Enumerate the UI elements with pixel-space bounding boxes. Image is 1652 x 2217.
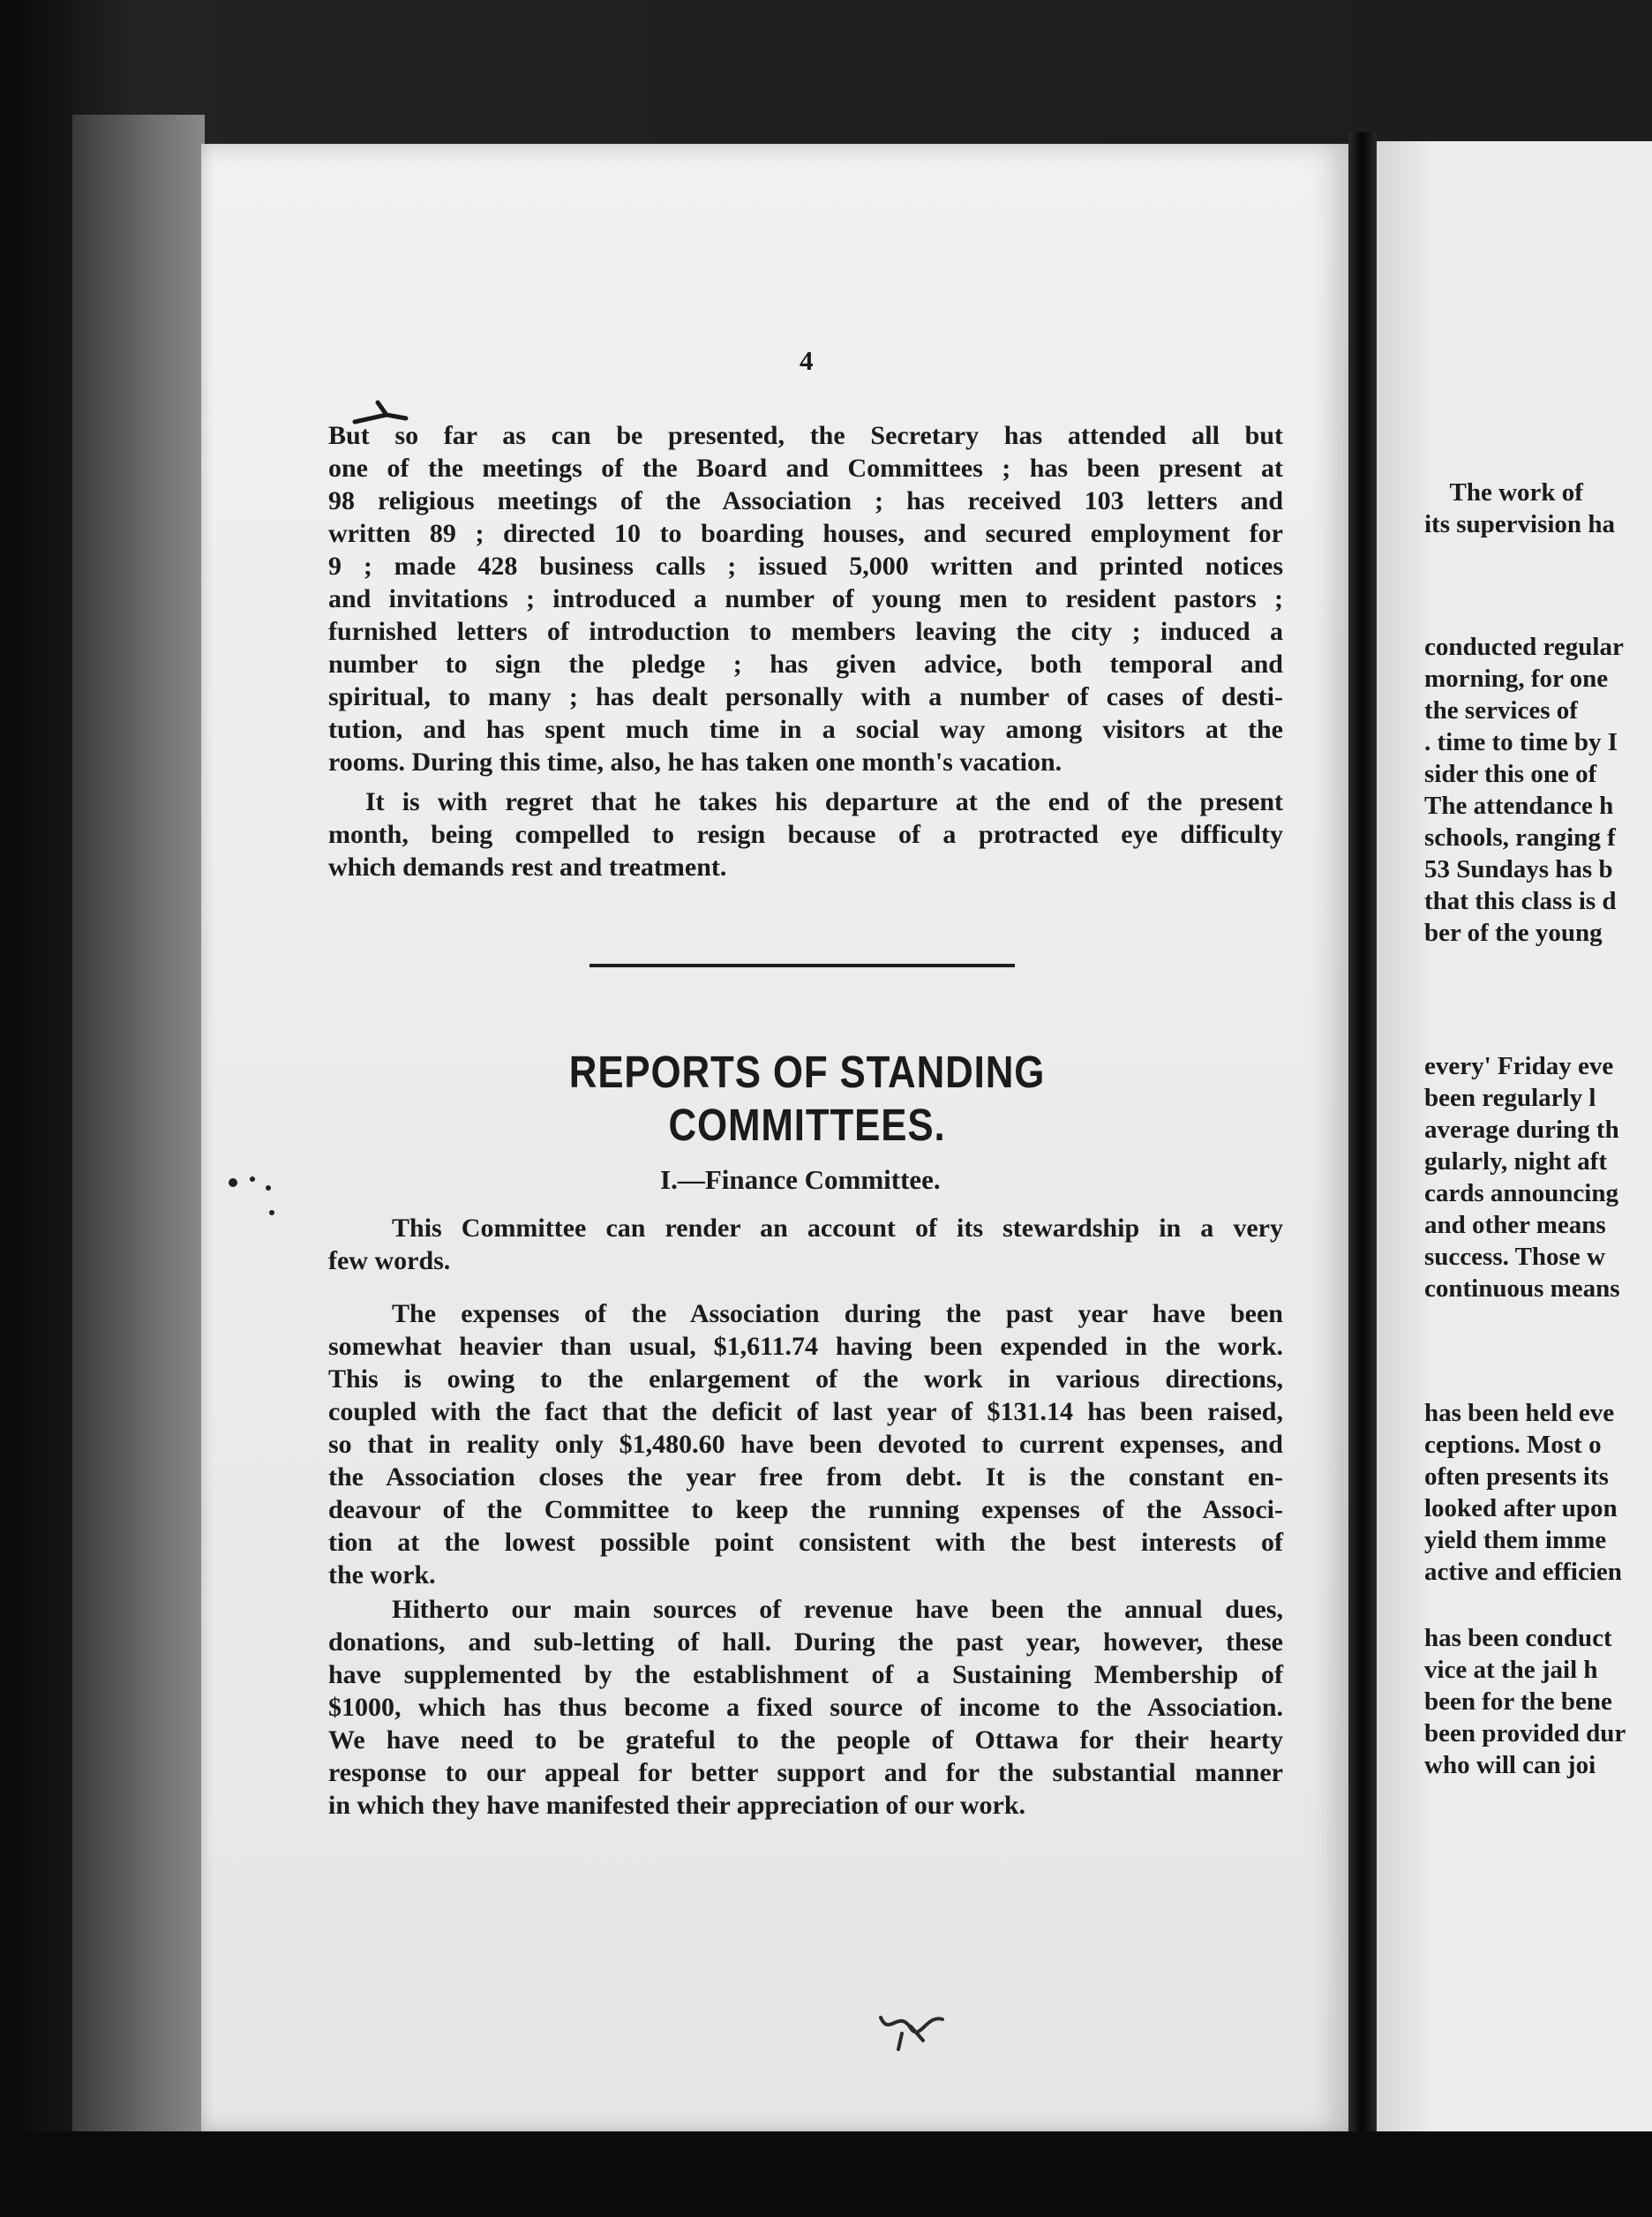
text-line: Hitherto our main sources of revenue have been the annual dues, — [392, 1595, 1283, 1624]
text-line: has been conduct — [1424, 1624, 1612, 1652]
text-line: who will can joi — [1424, 1751, 1596, 1779]
text-line: This is owing to the enlargement of the work in various directions, — [328, 1364, 1283, 1394]
text-line: tution, and has spent much time in a social way among visitors at the — [328, 715, 1283, 744]
section-divider-rule — [589, 964, 1015, 967]
text-line: in which they have manifested their appreciation of our work. — [328, 1791, 1026, 1820]
text-line: It is with regret that he takes his departure at the end of the present — [365, 787, 1283, 816]
text-line: 9 ; made 428 business calls ; issued 5,000 written and printed notices — [328, 552, 1283, 581]
text-line: yield them imme — [1424, 1526, 1607, 1554]
text-line: average during th — [1424, 1116, 1619, 1144]
text-line: coupled with the fact that the deficit of last year of $131.14 has been raised, — [328, 1397, 1283, 1426]
text-line: so that in reality only $1,480.60 have been devoted to current expenses, and — [328, 1430, 1283, 1459]
text-line: been for the bene — [1424, 1687, 1612, 1716]
text-line: response to our appeal for better support and for the substantial manner — [328, 1758, 1283, 1787]
text-line: cards announcing — [1424, 1179, 1618, 1207]
text-line: active and efficien — [1424, 1558, 1622, 1586]
text-line: often presents its — [1424, 1462, 1609, 1491]
text-line: have supplemented by the establishment of a Sustaining Membership of — [328, 1660, 1283, 1689]
text-line: every' Friday eve — [1424, 1052, 1614, 1080]
text-line: somewhat heavier than usual, $1,611.74 having been expended in the work. — [328, 1332, 1283, 1361]
text-line: its supervision ha — [1424, 510, 1615, 538]
text-line: $1000, which has thus become a fixed source of income to the Association. — [328, 1693, 1283, 1722]
section-title: REPORTS OF STANDING COMMITTEES. — [568, 1047, 1046, 1150]
book-gutter — [1348, 132, 1377, 2217]
text-line: tion at the lowest possible point consistent with the best interests of — [328, 1528, 1283, 1557]
text-line: and invitations ; introduced a number of young men to resident pastors ; — [328, 584, 1283, 613]
right-page-fragment — [1424, 631, 1624, 949]
departure-paragraph — [328, 785, 1283, 916]
right-page-fragment — [1424, 1622, 1626, 1781]
text-line: sider this one of — [1424, 760, 1597, 788]
right-page-fragment — [1424, 1050, 1620, 1304]
text-line: donations, and sub-letting of hall. During the past year, however, these — [328, 1627, 1283, 1657]
subsection-heading: I.—Finance Committee. — [660, 1164, 941, 1195]
ink-blot-bottom — [872, 2002, 951, 2055]
text-line: one of the meetings of the Board and Committees ; has been present at — [328, 454, 1283, 483]
finance-paragraph — [328, 1297, 1283, 1624]
adjacent-page-edge — [72, 115, 205, 2131]
text-line: success. Those w — [1424, 1243, 1605, 1271]
finance-paragraph — [328, 1212, 1283, 1310]
text-line: conducted regular — [1424, 633, 1624, 661]
text-line: But so far as can be presented, the Secretary has attended all but — [328, 421, 1283, 450]
scan-bottom-border — [0, 2131, 1652, 2217]
text-line: deavour of the Committee to keep the running expenses of the Associ- — [328, 1495, 1283, 1524]
text-line: rooms. During this time, also, he has taken one month's vacation. — [328, 748, 1063, 777]
text-line: been provided dur — [1424, 1719, 1626, 1747]
text-line: furnished letters of introduction to members leaving the city ; induced a — [328, 617, 1283, 646]
text-line: The work of — [1424, 478, 1583, 507]
text-line: . time to time by I — [1424, 728, 1618, 756]
text-line: the Association closes the year free from debt. It is the constant en- — [328, 1462, 1283, 1492]
text-line: vice at the jail h — [1424, 1656, 1598, 1684]
text-line: continuous means — [1424, 1274, 1620, 1303]
text-line: been regularly l — [1424, 1084, 1596, 1112]
text-line: The expenses of the Association during the past year have been — [392, 1299, 1283, 1328]
right-page-fragment — [1424, 477, 1615, 540]
text-line: number to sign the pledge ; has given advice, both temporal and — [328, 650, 1283, 679]
text-line: ceptions. Most o — [1424, 1431, 1602, 1459]
text-line: the services of — [1424, 696, 1578, 725]
text-line: few words. — [328, 1246, 451, 1275]
text-line: looked after upon — [1424, 1494, 1618, 1522]
text-line: which demands rest and treatment. — [328, 853, 727, 882]
text-line: schools, ranging f — [1424, 823, 1616, 852]
text-line: written 89 ; directed 10 to boarding houses, and secured employment for — [328, 519, 1283, 548]
text-line: has been held eve — [1424, 1399, 1615, 1427]
text-line: ber of the young — [1424, 919, 1603, 947]
text-line: that this class is d — [1424, 887, 1617, 915]
right-page-fragment — [1424, 1397, 1622, 1588]
text-line: morning, for one — [1424, 665, 1609, 693]
text-line: and other means — [1424, 1211, 1606, 1239]
text-line: gularly, night aft — [1424, 1147, 1608, 1176]
text-line: spiritual, to many ; has dealt personally with a number of cases of desti- — [328, 682, 1283, 711]
text-line: 53 Sundays has b — [1424, 855, 1613, 883]
text-line: month, being compelled to resign because of a protracted eye difficulty — [328, 820, 1283, 849]
page-number: 4 — [800, 345, 814, 376]
ink-dots-margin — [226, 1174, 279, 1218]
text-line: We have need to be grateful to the people of Ottawa for their hearty — [328, 1725, 1283, 1755]
secretary-report-paragraph — [328, 419, 1283, 811]
text-line: The attendance h — [1424, 792, 1614, 820]
finance-paragraph — [328, 1593, 1283, 1854]
text-line: This Committee can render an account of its stewardship in a very — [392, 1214, 1283, 1243]
text-line: 98 religious meetings of the Association ; has received 103 letters and — [328, 486, 1283, 515]
text-line: the work. — [328, 1560, 436, 1589]
